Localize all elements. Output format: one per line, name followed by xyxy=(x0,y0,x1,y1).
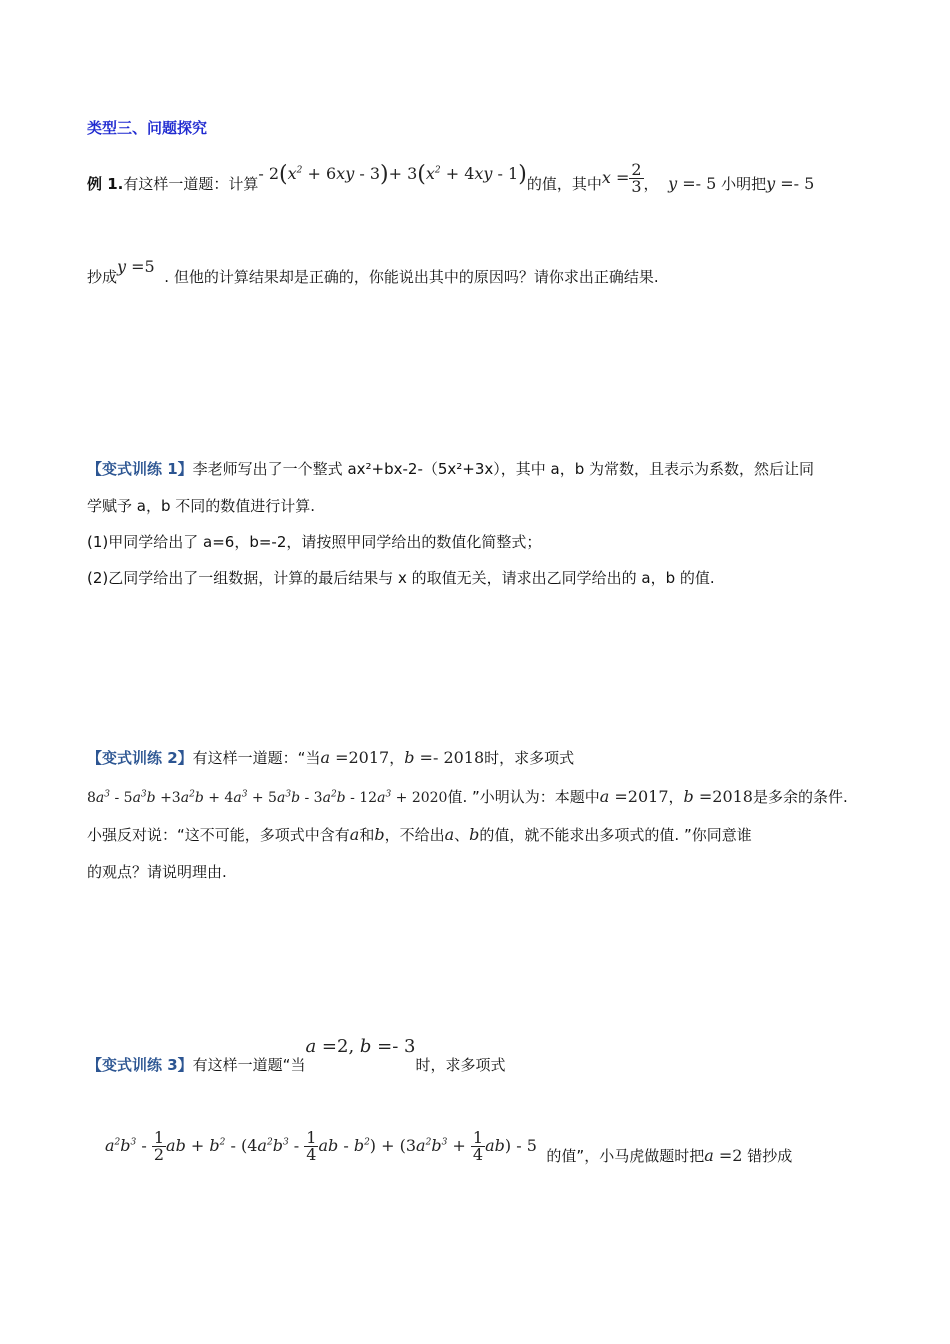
training3-text-c: 的值”，小马虎做题时把 xyxy=(546,1147,705,1165)
training2-text-e: 小强反对说：“这不可能，多项式中含有 xyxy=(87,826,350,844)
example1-y-given: y =- 5 xyxy=(668,174,717,193)
example1-text-b: 的值，其中 xyxy=(526,175,602,193)
training3-text-b: 时，求多项式 xyxy=(415,1056,506,1074)
training2-line2 xyxy=(87,786,848,809)
training2-text-d: 是多余的条件. xyxy=(752,788,848,806)
training3-line1 xyxy=(87,1036,506,1076)
training2-line1 xyxy=(87,747,574,769)
training2-var-b2: b xyxy=(469,825,480,844)
example1-text-a: 有这样一道题：计算 xyxy=(123,175,259,193)
example1-line2 xyxy=(87,257,659,288)
training2-text-f: ，不给出 xyxy=(384,826,445,844)
training2-sep2: ， xyxy=(668,788,684,806)
training3-condition: a =2, b =- 3 xyxy=(305,1036,416,1057)
training3-polynomial: $a^2b^3$ - $\frac{1}{2}$ ab + $b^2 - (4a^2b^3$ - $\frac{1}{4}$ ab - $b^2) + (3a^2b^3$ + $\frac{1}{4}$ ab) - 5 xyxy=(105,1128,537,1164)
example1-text-d: 抄成 xyxy=(87,268,118,286)
training3-line2 xyxy=(105,1128,793,1173)
example1-y-wrong-to: y =5 xyxy=(117,257,155,276)
training2-a-value: a =2017 xyxy=(320,748,390,767)
training3-text-d: 错抄成 xyxy=(747,1147,793,1165)
training2-var-a: a xyxy=(349,825,360,844)
training2-b-value2: b =2018 xyxy=(683,787,753,806)
example1-expression: - $2(x^2 + 6xy - 3)+ 3(x^2 + 4xy - 1)$ xyxy=(258,162,527,187)
training2-text-c: 值. ”小明认为：本题中 xyxy=(447,788,600,806)
training2-a-value2: a =2017 xyxy=(599,787,669,806)
training2-var-a2: a xyxy=(444,825,455,844)
training2-text-b: 时，求多项式 xyxy=(484,749,575,767)
example1-text-c: 小明把 xyxy=(721,175,767,193)
training1-line1 xyxy=(87,458,814,480)
training2-text-g: 的值，就不能求出多项式的值. ”你同意谁 xyxy=(479,826,752,844)
example1-label: 例 1. xyxy=(87,175,124,193)
example1-y-wrong-from: y =- 5 xyxy=(766,174,815,193)
example1-line1 xyxy=(87,160,815,201)
training2-and: 和 xyxy=(359,826,375,844)
training2-line4: 的观点？请说明理由. xyxy=(87,863,227,881)
training1-question2: (2)乙同学给出了一组数据，计算的最后结果与 x 的取值无关，请求出乙同学给出的 a，b 的值. xyxy=(87,569,715,587)
training1-line2: 学赋予 a，b 不同的数值进行计算. xyxy=(87,497,316,515)
example1-sep: ， xyxy=(643,175,659,193)
training1-question1: (1)甲同学给出了 a=6，b=-2，请按照甲同学给出的数值化简整式； xyxy=(87,533,542,551)
training2-text-a: 有这样一道题：“当 xyxy=(192,749,321,767)
example1-x-given: x = $\frac{2}{3}$ xyxy=(601,160,642,196)
training3-label: 【变式训练 3】 xyxy=(87,1056,193,1074)
training3-text-a: 有这样一道题“当 xyxy=(192,1056,306,1074)
training1-label: 【变式训练 1】 xyxy=(87,460,193,478)
training1-text-a: 李老师写出了一个整式 ax²+bx-2-（5x²+3x），其中 a，b 为常数，且表示为系数，然后让同 xyxy=(192,460,815,478)
training2-polynomial: $8a^3 - 5a^3b +3a^2b + 4a^3 + 5a^3b - 3a^2b - 12a^3 + 2020$ xyxy=(87,789,448,806)
training3-a-wrong: a =2 xyxy=(704,1146,743,1165)
training2-line3 xyxy=(87,824,752,846)
training2-label: 【变式训练 2】 xyxy=(87,749,193,767)
section-heading: 类型三、问题探究 xyxy=(87,119,208,137)
training2-b-value: b =- 2018 xyxy=(404,748,485,767)
training2-sep: ， xyxy=(389,749,405,767)
training2-var-b: b xyxy=(374,825,385,844)
example1-text-e: . 但他的计算结果却是正确的，你能说出其中的原因吗？请你求出正确结果. xyxy=(164,268,659,286)
training2-dun: 、 xyxy=(454,826,470,844)
